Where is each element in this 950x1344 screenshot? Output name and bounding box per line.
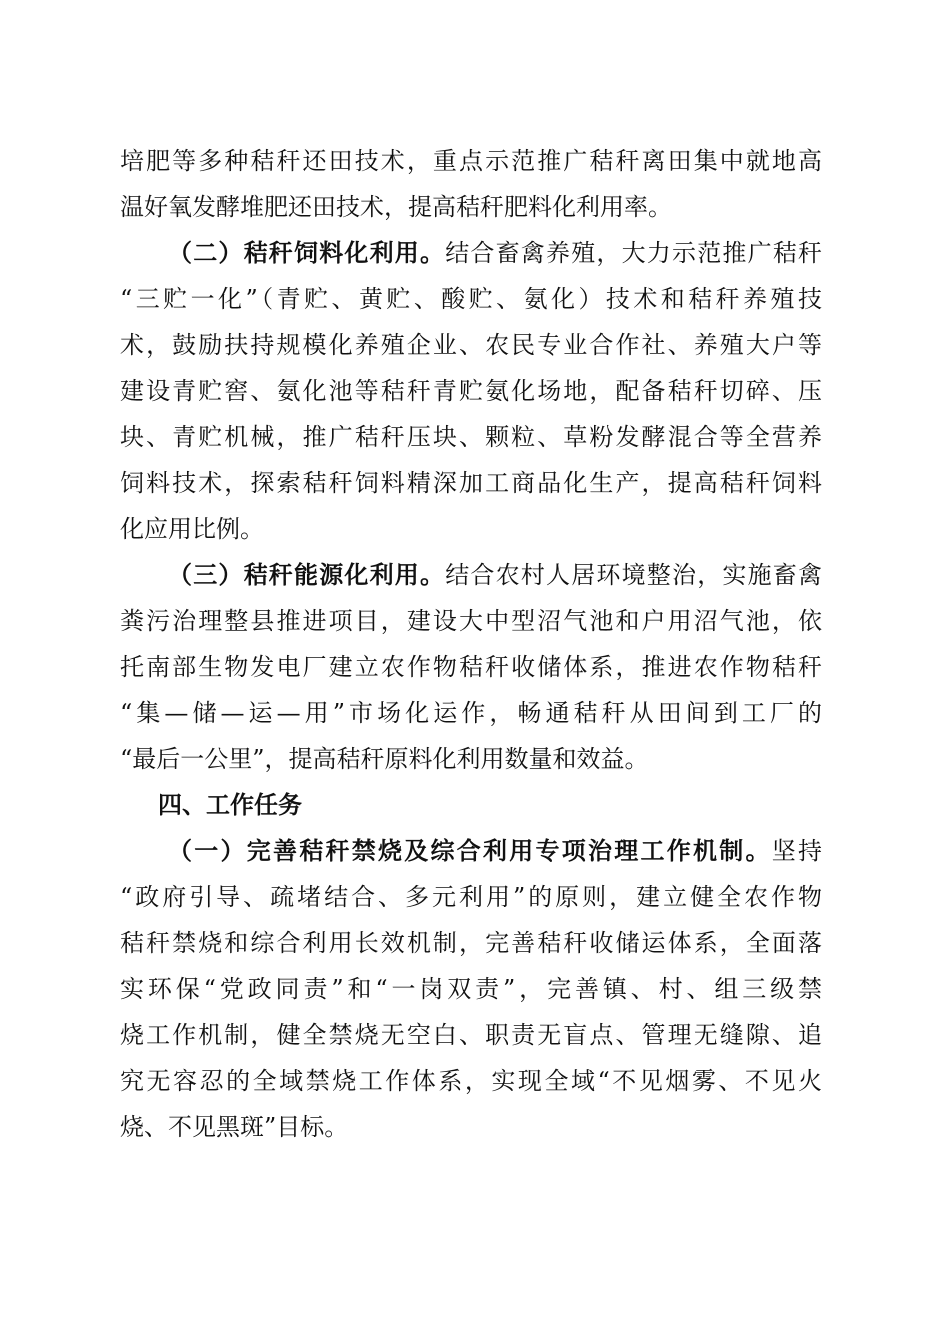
paragraph-line	[120, 920, 822, 966]
line-text: “政府引导、疏堵结合、多元利用”的原则，建立健全农作物	[120, 883, 822, 911]
paragraph-line	[120, 598, 822, 644]
line-text: 实环保“党政同责”和“一岗双责”，完善镇、村、组三级禁	[120, 975, 822, 1003]
paragraph-line	[120, 460, 822, 506]
line-text: “最后一公里”，提高秸秆原料化利用数量和效益。	[120, 745, 649, 773]
paragraph-line	[120, 368, 822, 414]
line-text: “集—储—运—用”市场化运作，畅通秸秆从田间到工厂的	[120, 699, 822, 727]
line-text: 培肥等多种秸秆还田技术，重点示范推广秸秆离田集中就地高	[120, 147, 822, 175]
section-heading-fodder: （二）秸秆饲料化利用。	[168, 239, 446, 267]
line-text: 究无容忍的全域禁烧工作体系，实现全域“不见烟雾、不见火	[120, 1067, 822, 1095]
paragraph-line	[120, 1012, 822, 1058]
paragraph-line	[120, 506, 822, 552]
line-text: 饲料技术，探索秸秆饲料精深加工商品化生产，提高秸秆饲料	[120, 469, 822, 497]
line-text: 托南部生物发电厂建立农作物秸秆收储体系，推进农作物秸秆	[120, 653, 822, 681]
paragraph-line	[120, 322, 822, 368]
line-text: 坚持	[771, 837, 822, 865]
line-text: “三贮一化”（青贮、黄贮、酸贮、氨化）技术和秸秆养殖技	[120, 285, 822, 313]
section-heading-energy: （三）秸秆能源化利用。	[168, 561, 446, 589]
line-text: 粪污治理整县推进项目，建设大中型沼气池和户用沼气池，依	[120, 607, 822, 635]
paragraph-line	[120, 184, 822, 230]
section-intro-line	[168, 828, 822, 874]
line-text: 烧、不见黑斑”目标。	[120, 1113, 349, 1141]
section-intro-line	[168, 230, 822, 276]
paragraph-line	[120, 138, 822, 184]
paragraph-line	[120, 1104, 822, 1150]
paragraph-line	[120, 276, 822, 322]
line-text: 化应用比例。	[120, 515, 264, 543]
line-text: 烧工作机制，健全禁烧无空白、职责无盲点、管理无缝隙、追	[120, 1021, 822, 1049]
line-text: 块、青贮机械，推广秸秆压块、颗粒、草粉发酵混合等全营养	[120, 423, 822, 451]
paragraph-line	[120, 644, 822, 690]
section-intro-line	[168, 552, 822, 598]
line-text: 结合畜禽养殖，大力示范推广秸秆	[445, 239, 823, 267]
line-text: 术，鼓励扶持规模化养殖企业、农民专业合作社、养殖大户等	[120, 331, 822, 359]
paragraph-line	[120, 690, 822, 736]
line-text: 建设青贮窖、氨化池等秸秆青贮氨化场地，配备秸秆切碎、压	[120, 377, 822, 405]
paragraph-line	[120, 1058, 822, 1104]
paragraph-line	[120, 966, 822, 1012]
line-text: 结合农村人居环境整治，实施畜禽	[445, 561, 823, 589]
chapter-heading-text: 四、工作任务	[158, 791, 302, 819]
line-text: 秸秆禁烧和综合利用长效机制，完善秸秆收储运体系，全面落	[120, 929, 822, 957]
section-heading-mechanism: （一）完善秸秆禁烧及综合利用专项治理工作机制。	[168, 837, 772, 865]
paragraph-line	[120, 874, 822, 920]
line-text: 温好氧发酵堆肥还田技术，提高秸秆肥料化利用率。	[120, 193, 672, 221]
paragraph-line	[120, 414, 822, 460]
paragraph-line	[120, 736, 822, 782]
chapter-heading	[158, 782, 822, 828]
